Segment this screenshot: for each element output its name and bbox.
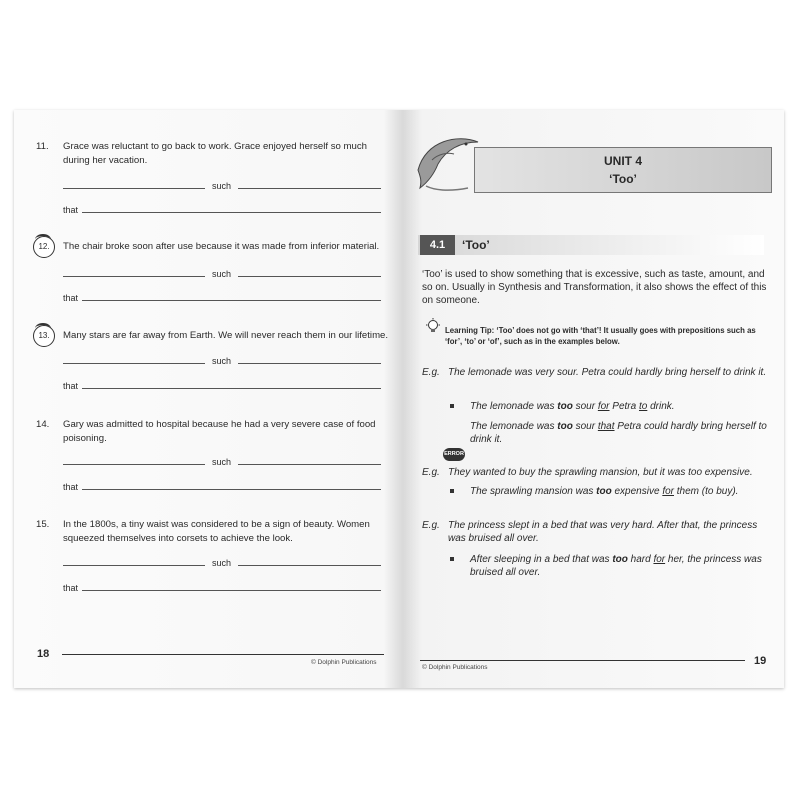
- footer-rule: [62, 654, 384, 655]
- answer-blank[interactable]: [238, 266, 381, 277]
- such-label: such: [212, 558, 232, 568]
- that-label: that: [63, 583, 79, 593]
- example-1: [422, 366, 770, 394]
- example-2: E.g. They wanted to buy the sprawling mansion, but it was too expensive.: [422, 466, 770, 480]
- dolphin-icon: 12.: [33, 236, 55, 258]
- publisher-credit: © Dolphin Publications: [311, 659, 377, 666]
- such-label: such: [212, 269, 232, 279]
- unit-header: [474, 147, 772, 193]
- section-number: 4.1: [420, 235, 455, 255]
- that-label: that: [63, 381, 79, 391]
- answer-blank[interactable]: [63, 454, 205, 465]
- answer-blank[interactable]: [238, 353, 381, 364]
- question-number: 11.: [36, 141, 49, 152]
- example-sentence: The princess slept in a bed that was very hard. After that, the princess was bruised all over.: [448, 520, 758, 544]
- answer-blank[interactable]: [82, 290, 381, 301]
- correct-answer: The lemonade was too sour for Petra to drink.: [470, 401, 675, 412]
- bullet-icon: [450, 489, 454, 493]
- bullet-icon: [450, 404, 454, 408]
- correct-answer: The sprawling mansion was too expensive for them (to buy).: [470, 486, 739, 497]
- bullet-icon: [450, 557, 454, 561]
- answer-blank[interactable]: [238, 178, 381, 189]
- answer-blank[interactable]: [63, 266, 205, 277]
- eg-label: E.g.: [422, 367, 440, 378]
- wrong-answer: The lemonade was too sour that Petra could hardly bring herself to drink it.: [470, 421, 767, 445]
- that-label: that: [63, 205, 79, 215]
- example-3: E.g. The princess slept in a bed that was very hard. After that, the princess was bruised all over.: [422, 519, 770, 547]
- answer-blank[interactable]: [82, 479, 381, 490]
- that-label: that: [63, 293, 79, 303]
- answer-blank[interactable]: [82, 580, 381, 591]
- question-text: Many stars are far away from Earth. We will never reach them in our lifetime.: [63, 330, 389, 341]
- question-text: Grace was reluctant to go back to work. Grace enjoyed herself so much during her vacation.: [63, 141, 367, 166]
- page-number: 18: [37, 648, 50, 660]
- answer-blank[interactable]: [82, 378, 381, 389]
- question-number: 15.: [36, 519, 50, 530]
- dolphin-icon: 13.: [33, 325, 55, 347]
- correct-answer: After sleeping in a bed that was too hard for her, the princess was bruised all over.: [470, 554, 762, 578]
- open-book: [14, 110, 784, 688]
- answer-blank[interactable]: [63, 555, 205, 566]
- lightbulb-icon: [425, 318, 441, 334]
- unit-subtitle: ‘Too’: [609, 172, 637, 186]
- answer-blank[interactable]: [238, 454, 381, 465]
- question-text: In the 1800s, a tiny waist was considered to be a sign of beauty. Women squeezed themselves into corsets to achieve the look.: [63, 519, 370, 544]
- publisher-credit: © Dolphin Publications: [422, 664, 488, 671]
- answer-blank[interactable]: [63, 178, 205, 189]
- unit-title: UNIT 4: [603, 154, 642, 168]
- answer-blank[interactable]: [82, 202, 381, 213]
- section-title: ‘Too’: [462, 238, 490, 252]
- answer-blank[interactable]: [63, 353, 205, 364]
- such-label: such: [212, 356, 232, 366]
- footer-rule: [420, 660, 745, 661]
- question-text: The chair broke soon after use because it was made from inferior material.: [63, 241, 380, 252]
- that-label: that: [63, 482, 79, 492]
- such-label: such: [212, 181, 232, 191]
- example-sentence: They wanted to buy the sprawling mansion, but it was too expensive.: [448, 467, 753, 478]
- learning-tip: Learning Tip: ‘Too’ does not go with ‘that’! It usually goes with prepositions such as ‘for’, ‘to’ or ‘of’, such as in the examples below.: [445, 326, 756, 346]
- question-number: 14.: [36, 419, 50, 430]
- answer-blank[interactable]: [238, 555, 381, 566]
- page-number: 19: [754, 655, 767, 667]
- such-label: such: [212, 457, 232, 467]
- example-sentence: The lemonade was very sour. Petra could hardly bring herself to drink it.: [448, 367, 767, 378]
- question-text: Gary was admitted to hospital because he had a very severe case of food poisoning.: [63, 419, 376, 444]
- intro-paragraph: ‘Too’ is used to show something that is excessive, such as taste, amount, and so on. Usually in Synthesis and Transformation, it also shows the effect of this on someone.: [422, 269, 767, 306]
- error-icon: ERROR: [443, 448, 465, 461]
